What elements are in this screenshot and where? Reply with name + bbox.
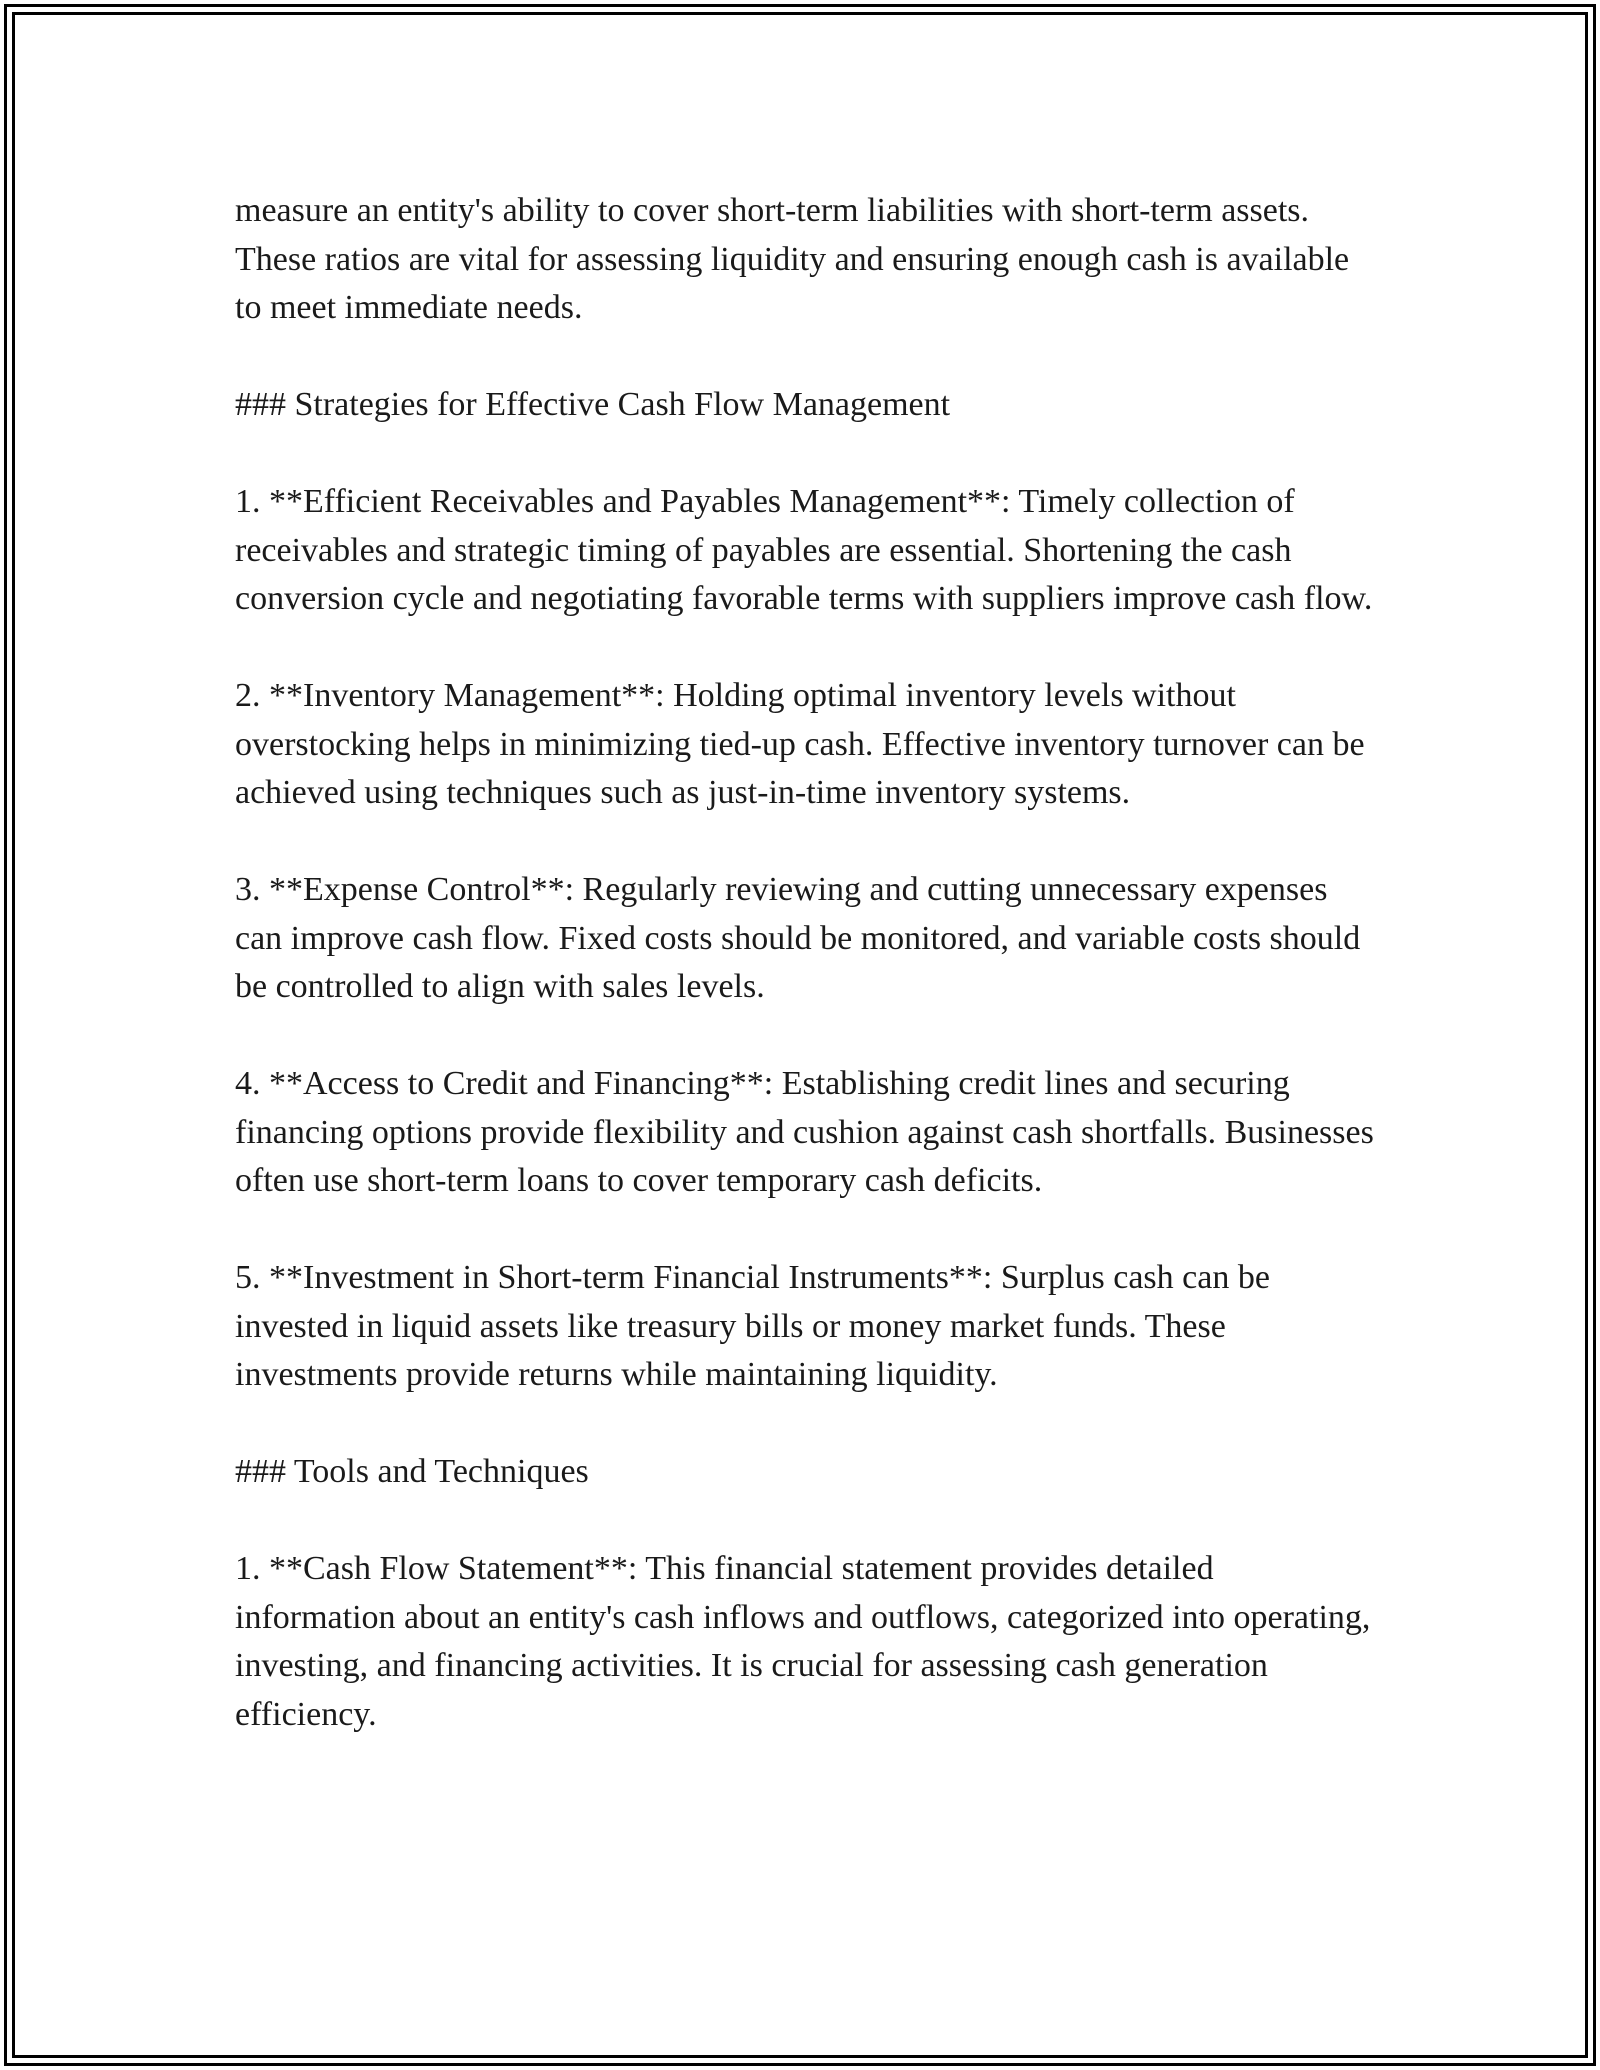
list-item-cash-flow-statement: 1. **Cash Flow Statement**: This financial statement provides detailed information about an entity's cash inflows and outflows, categorized into operating, investing, and financing activities. It is crucial for assessing cash generation efficiency. bbox=[235, 1550, 1371, 1733]
heading-tools-techniques: ### Tools and Techniques bbox=[235, 1453, 589, 1490]
list-item-expense-control: 3. **Expense Control**: Regularly reviewing and cutting unnecessary expenses can improve cash flow. Fixed costs should be monitored, and variable costs should be controlled to align with sales levels. bbox=[235, 871, 1361, 1005]
list-item-inventory-management: 2. **Inventory Management**: Holding optimal inventory levels without overstocking helps in minimizing tied-up cash. Effective inventory turnover can be achieved using techniques such as just-in-time inventory systems. bbox=[235, 677, 1365, 811]
list-item-credit-financing: 4. **Access to Credit and Financing**: Establishing credit lines and securing financing options provide flexibility and cushion against cash shortfalls. Businesses often use short-term loans to cover temporary cash deficits. bbox=[235, 1065, 1374, 1199]
document-body bbox=[235, 187, 1375, 1739]
heading-strategies: ### Strategies for Effective Cash Flow Management bbox=[235, 386, 951, 423]
list-item-receivables-payables: 1. **Efficient Receivables and Payables Management**: Timely collection of receivables and strategic timing of payables are essential. Shortening the cash conversion cycle and negotiating favorable terms with suppliers improve cash flow. bbox=[235, 483, 1373, 617]
paragraph-liquidity-ratios: measure an entity's ability to cover short-term liabilities with short-term assets. These ratios are vital for assessing liquidity and ensuring enough cash is available to meet immediate needs. bbox=[235, 192, 1350, 326]
list-item-short-term-investment: 5. **Investment in Short-term Financial Instruments**: Surplus cash can be invested in liquid assets like treasury bills or money market funds. These investments provide returns while maintaining liquidity. bbox=[235, 1259, 1270, 1393]
